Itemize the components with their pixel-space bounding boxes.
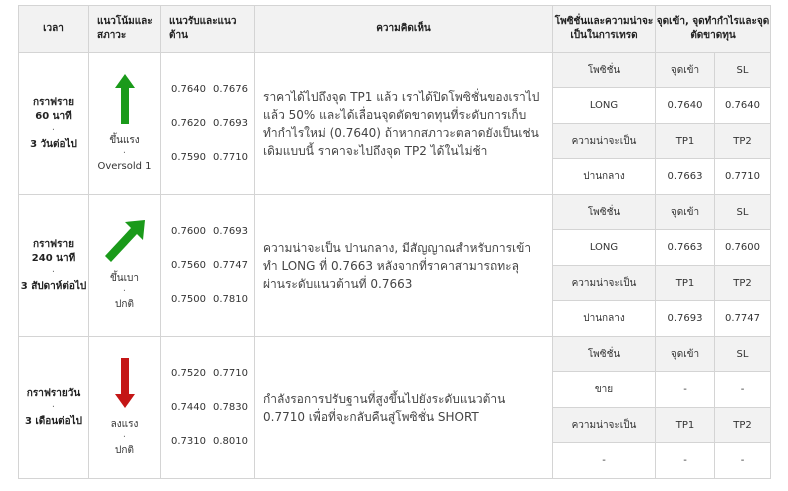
tp1-header-cell: TP1 (656, 408, 715, 443)
opinion-cell: กำลังรอการปรับฐานที่สูงขึ้นไปยังระดับแนวต้าน 0.7710 เพื่อที่จะกลับคืนสู่โพซิชั่น SHORT (255, 337, 553, 479)
probability-value: - (553, 443, 656, 479)
separator-dot: · (122, 148, 127, 159)
timeframe-label: กราฟรายวัน (26, 387, 81, 399)
table-row (19, 195, 771, 230)
sr-line (171, 107, 254, 141)
horizon-label: 3 วันต่อไป (30, 138, 77, 150)
tp2-header-cell: TP2 (715, 266, 771, 301)
trend-cell (89, 195, 161, 337)
entry-header-cell: จุดเข้า (656, 53, 715, 88)
sl-header-cell: SL (715, 195, 771, 230)
position-header-cell: โพซิชั่น (553, 195, 656, 230)
opinion-cell: ความน่าจะเป็น ปานกลาง, มีสัญญาณสำหรับการเข้า ทำ LONG ที่ 0.7663 หลังจากที่ราคาสามารถทะลุ ผ่านระดับแนวต้านที่ 0.7663 (255, 195, 553, 337)
sl-value: - (715, 372, 771, 408)
header-row (19, 6, 771, 53)
probability-value: ปานกลาง (553, 301, 656, 337)
support-resistance-cell (161, 53, 255, 195)
tp1-header-cell: TP1 (656, 124, 715, 159)
separator-dot: · (122, 286, 127, 297)
support-value: 0.7310 (171, 435, 206, 447)
support-value: 0.7590 (171, 151, 206, 163)
resistance-value: 0.7830 (213, 401, 248, 413)
entry-header-cell: จุดเข้า (656, 195, 715, 230)
tp2-value: 0.7710 (715, 159, 771, 195)
trend-state: Oversold 1 (97, 161, 152, 172)
tp2-value: 0.7747 (715, 301, 771, 337)
support-value: 0.7620 (171, 117, 206, 129)
position-value: LONG (553, 230, 656, 266)
separator-dot: · (51, 266, 56, 278)
header-time: เวลา (19, 6, 89, 53)
sl-value: 0.7600 (715, 230, 771, 266)
trend-label: ลงแรง (110, 419, 139, 430)
entry-value: 0.7640 (656, 88, 715, 124)
sr-line (171, 215, 254, 249)
sl-header-cell: SL (715, 337, 771, 372)
tp1-value: - (656, 443, 715, 479)
sr-line (171, 141, 254, 175)
separator-dot: · (51, 401, 56, 413)
support-value: 0.7500 (171, 293, 206, 305)
header-position: โพซิชั่นและความน่าจะเป็นในการเทรด (553, 6, 656, 53)
timeframe-period: 240 นาที (31, 252, 76, 264)
signal-table-wrapper (18, 5, 770, 479)
sl-header-cell: SL (715, 53, 771, 88)
sr-line (171, 425, 254, 459)
sr-line (171, 357, 254, 391)
diagonal-up-arrow-icon (89, 220, 160, 262)
resistance-value: 0.7747 (213, 259, 248, 271)
time-cell (19, 337, 89, 479)
trend-state: ปกติ (115, 445, 134, 456)
horizon-label: 3 สัปดาห์ต่อไป (20, 280, 87, 292)
tp2-value: - (715, 443, 771, 479)
entry-value: 0.7663 (656, 230, 715, 266)
horizon-label: 3 เดือนต่อไป (24, 415, 83, 427)
sr-line (171, 283, 254, 317)
support-value: 0.7560 (171, 259, 206, 271)
down-arrow-icon (89, 358, 160, 408)
position-header-cell: โพซิชั่น (553, 337, 656, 372)
tp2-header-cell: TP2 (715, 124, 771, 159)
resistance-value: 0.7810 (213, 293, 248, 305)
tp1-value: 0.7663 (656, 159, 715, 195)
header-entry-tp-sl: จุดเข้า, จุดทำกำไรและจุดตัดขาดทุน (656, 6, 771, 53)
probability-header-cell: ความน่าจะเป็น (553, 124, 656, 159)
tp2-header-cell: TP2 (715, 408, 771, 443)
support-value: 0.7640 (171, 83, 206, 95)
timeframe-label: กราฟราย (33, 96, 74, 108)
support-resistance-cell (161, 337, 255, 479)
timeframe-label: กราฟราย (33, 238, 74, 250)
support-value: 0.7440 (171, 401, 206, 413)
sr-line (171, 391, 254, 425)
sl-value: 0.7640 (715, 88, 771, 124)
signal-table (18, 5, 771, 479)
trend-state: ปกติ (115, 299, 134, 310)
time-cell (19, 195, 89, 337)
trend-cell (89, 337, 161, 479)
trend-label: ขึ้นเบา (109, 273, 140, 284)
support-value: 0.7600 (171, 225, 206, 237)
probability-header-cell: ความน่าจะเป็น (553, 266, 656, 301)
resistance-value: 0.7693 (213, 117, 248, 129)
entry-value: - (656, 372, 715, 408)
resistance-value: 0.7676 (213, 83, 248, 95)
table-row (19, 53, 771, 88)
probability-header-cell: ความน่าจะเป็น (553, 408, 656, 443)
entry-header-cell: จุดเข้า (656, 337, 715, 372)
position-value: ขาย (553, 372, 656, 408)
support-resistance-cell (161, 195, 255, 337)
tp1-header-cell: TP1 (656, 266, 715, 301)
resistance-value: 0.7710 (213, 151, 248, 163)
header-support-resistance: แนวรับและแนวต้าน (161, 6, 255, 53)
position-header-cell: โพซิชั่น (553, 53, 656, 88)
header-trend: แนวโน้มและสภาวะ (89, 6, 161, 53)
separator-dot: · (122, 432, 127, 443)
trend-label: ขึ้นแรง (109, 135, 140, 146)
time-cell (19, 53, 89, 195)
sr-line (171, 73, 254, 107)
sr-line (171, 249, 254, 283)
probability-value: ปานกลาง (553, 159, 656, 195)
separator-dot: · (51, 124, 56, 136)
header-opinion: ความคิดเห็น (255, 6, 553, 53)
opinion-cell: ราคาได้ไปถึงจุด TP1 แล้ว เราได้ปิดโพซิชั่นของเราไป แล้ว 50% และได้เลื่อนจุดตัดขาดทุนที่ระดับการเก็บ ทำกำไรใหม่ (0.7640) ถ้าหากสภาวะตลาดยังเป็นเช่น เดิมแบบนี้ ราคาจะไปถึงจุด TP2 ได้ในไม่ช้า (255, 53, 553, 195)
resistance-value: 0.7693 (213, 225, 248, 237)
resistance-value: 0.7710 (213, 367, 248, 379)
position-value: LONG (553, 88, 656, 124)
table-row (19, 337, 771, 372)
timeframe-period: 60 นาที (35, 110, 72, 122)
resistance-value: 0.8010 (213, 435, 248, 447)
support-value: 0.7520 (171, 367, 206, 379)
up-arrow-icon (89, 74, 160, 124)
tp1-value: 0.7693 (656, 301, 715, 337)
trend-cell (89, 53, 161, 195)
